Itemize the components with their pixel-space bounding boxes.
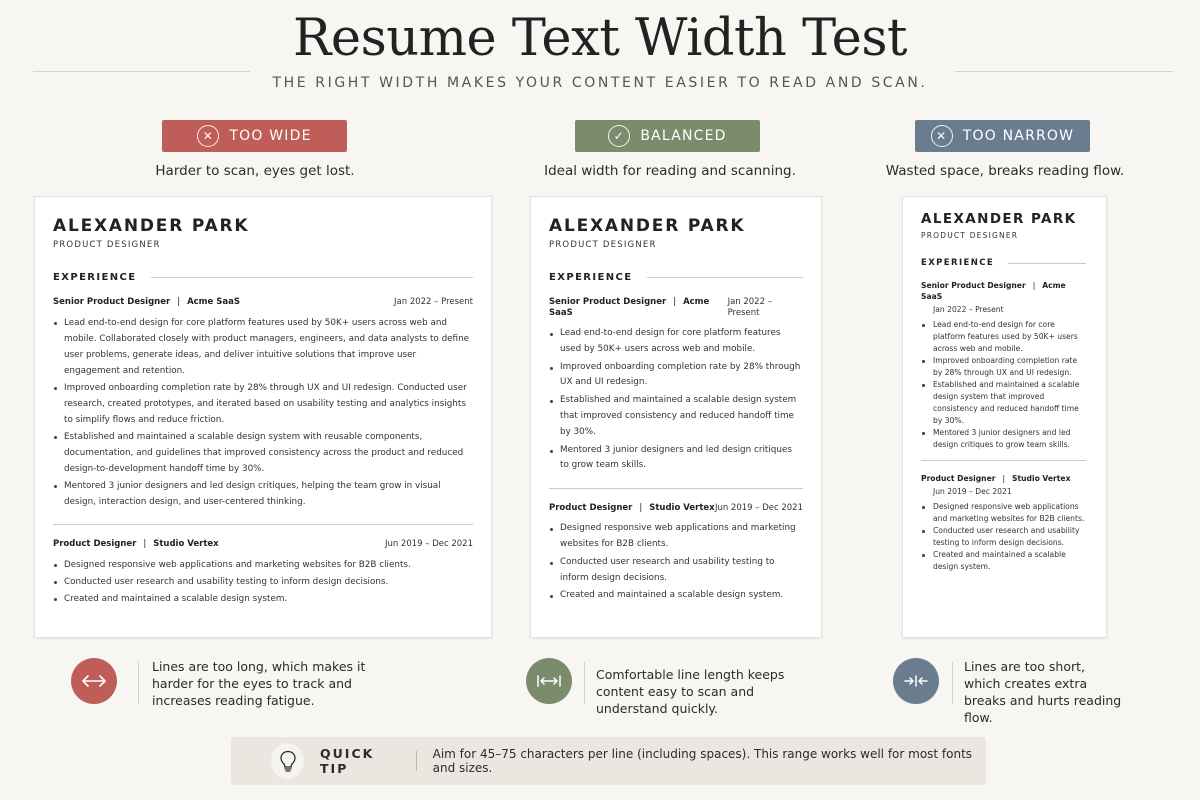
list-item: Conducted user research and usability testing to inform design decisions. (53, 574, 473, 590)
resume-name: ALEXANDER PARK (921, 211, 1077, 227)
resume-card-balanced (530, 196, 822, 638)
job-dates: Jun 2019 – Dec 2021 (933, 487, 1012, 496)
divider (138, 662, 139, 704)
caption-too-narrow: Wasted space, breaks reading flow. (885, 163, 1125, 179)
header-rule-left (33, 71, 250, 72)
lightbulb-icon (271, 743, 304, 779)
check-circle-icon: ✓ (608, 125, 630, 147)
resume-role: PRODUCT DESIGNER (53, 240, 161, 250)
explanation-too-wide: Lines are too long, which makes it harder for the eyes to track and increases reading fatigue. (152, 659, 366, 708)
job-bullets (549, 521, 803, 604)
x-circle-icon: ✕ (931, 125, 953, 147)
arrows-in-icon (893, 658, 939, 704)
job-dates: Jan 2022 – Present (933, 305, 1004, 314)
job-bullets (921, 501, 1086, 573)
list-item: Designed responsive web applications and marketing websites for B2B clients. (549, 521, 803, 553)
list-item: Conducted user research and usability testing to inform design decisions. (921, 525, 1086, 549)
list-item: Improved onboarding completion rate by 28% through UX and UI redesign. (921, 355, 1086, 379)
page-title: Resume Text Width Test (293, 9, 907, 68)
x-circle-icon: ✕ (197, 125, 219, 147)
job-bullets (921, 319, 1086, 451)
badge-too-narrow (915, 120, 1090, 152)
list-item: Improved onboarding completion rate by 28% through UX and UI redesign. Conducted user research, created prototypes, and iterated based on usability testing and analytics insights to simplify flows and reduce friction. (53, 380, 473, 428)
job-bullets (53, 315, 473, 510)
job-header: Senior Product Designer | Acme SaaS Jan 2022 – Present (549, 297, 772, 318)
arrows-out-icon (71, 658, 117, 704)
quick-tip-text: Aim for 45–75 characters per line (including spaces). This range works well for most fonts and sizes. (432, 747, 973, 775)
divider (53, 524, 473, 525)
badge-balanced (575, 120, 760, 152)
page-subtitle: THE RIGHT WIDTH MAKES YOUR CONTENT EASIER TO READ AND SCAN. (272, 75, 928, 91)
caption-balanced: Ideal width for reading and scanning. (544, 163, 796, 179)
job-header: Senior Product Designer | Acme SaaS Jan 2022 – Present (53, 297, 473, 307)
list-item: Created and maintained a scalable design system. (53, 591, 473, 607)
list-item: Established and maintained a scalable design system that improved consistency and reduced handoff time by 30%. (921, 379, 1086, 427)
header-rule-right (955, 71, 1173, 72)
list-item: Created and maintained a scalable design system. (549, 588, 803, 604)
job-header: Product Designer | Studio Vertex Jun 2019 – Dec 2021 (53, 539, 473, 549)
resume-role: PRODUCT DESIGNER (921, 231, 1019, 240)
list-item: Designed responsive web applications and marketing websites for B2B clients. (921, 501, 1086, 525)
divider (416, 751, 417, 771)
list-item: Mentored 3 junior designers and led design critiques to grow team skills. (921, 427, 1086, 451)
list-item: Conducted user research and usability testing to inform design decisions. (549, 555, 803, 587)
job-header: Senior Product Designer | Acme SaaS (921, 281, 1066, 301)
divider (549, 488, 803, 489)
job-header: Product Designer | Studio Vertex Jun 2019 – Dec 2021 (549, 503, 803, 514)
list-item: Mentored 3 junior designers and led design critiques, helping the team grow in visual design, interaction design, and user-centered thinking. (53, 478, 473, 510)
resume-card-too-wide (34, 196, 492, 638)
list-item: Improved onboarding completion rate by 28% through UX and UI redesign. (549, 360, 803, 392)
list-item: Mentored 3 junior designers and led design critiques to grow team skills. (549, 443, 803, 475)
list-item: Established and maintained a scalable design system with reusable components, documentation, and guidelines that improved consistency across the product and reduced design-to-development handoff time by 30%. (53, 429, 473, 477)
badge-label: BALANCED (640, 128, 727, 144)
job-bullets (549, 326, 803, 474)
divider (921, 460, 1086, 461)
list-item: Created and maintained a scalable design system. (921, 549, 1086, 573)
list-item: Designed responsive web applications and marketing websites for B2B clients. (53, 557, 473, 573)
badge-too-wide (162, 120, 347, 152)
divider (584, 662, 585, 704)
badge-label: TOO NARROW (962, 128, 1075, 144)
list-item: Lead end-to-end design for core platform features used by 50K+ users across web and mobile. (549, 326, 803, 358)
section-heading: EXPERIENCE (53, 272, 473, 283)
resume-card-too-narrow (902, 196, 1107, 638)
section-heading: EXPERIENCE (921, 258, 1086, 268)
resume-name: ALEXANDER PARK (549, 216, 746, 236)
resume-role: PRODUCT DESIGNER (549, 240, 657, 250)
job-header: Product Designer | Studio Vertex (921, 474, 1071, 483)
quick-tip-bar (231, 737, 986, 785)
divider (952, 662, 953, 704)
caption-too-wide: Harder to scan, eyes get lost. (155, 163, 355, 179)
section-heading: EXPERIENCE (549, 272, 803, 283)
explanation-too-narrow: Lines are too short, which creates extra breaks and hurts reading flow. (964, 659, 1122, 725)
quick-tip-label: QUICK TIP (320, 746, 375, 776)
list-item: Lead end-to-end design for core platform features used by 50K+ users across web and mobile. Collaborated closely with product managers, engineers, and data analysts to define user problems, generate ideas, and deliver intuitive solutions that improve user engagement and retention. (53, 315, 473, 379)
job-bullets (53, 557, 473, 607)
width-bracket-icon (526, 658, 572, 704)
list-item: Lead end-to-end design for core platform features used by 50K+ users across web and mobile. (921, 319, 1086, 355)
explanation-balanced: Comfortable line length keeps content easy to scan and understand quickly. (596, 667, 785, 716)
resume-name: ALEXANDER PARK (53, 216, 250, 236)
badge-label: TOO WIDE (229, 128, 312, 144)
list-item: Established and maintained a scalable design system that improved consistency and reduced handoff time by 30%. (549, 393, 803, 440)
